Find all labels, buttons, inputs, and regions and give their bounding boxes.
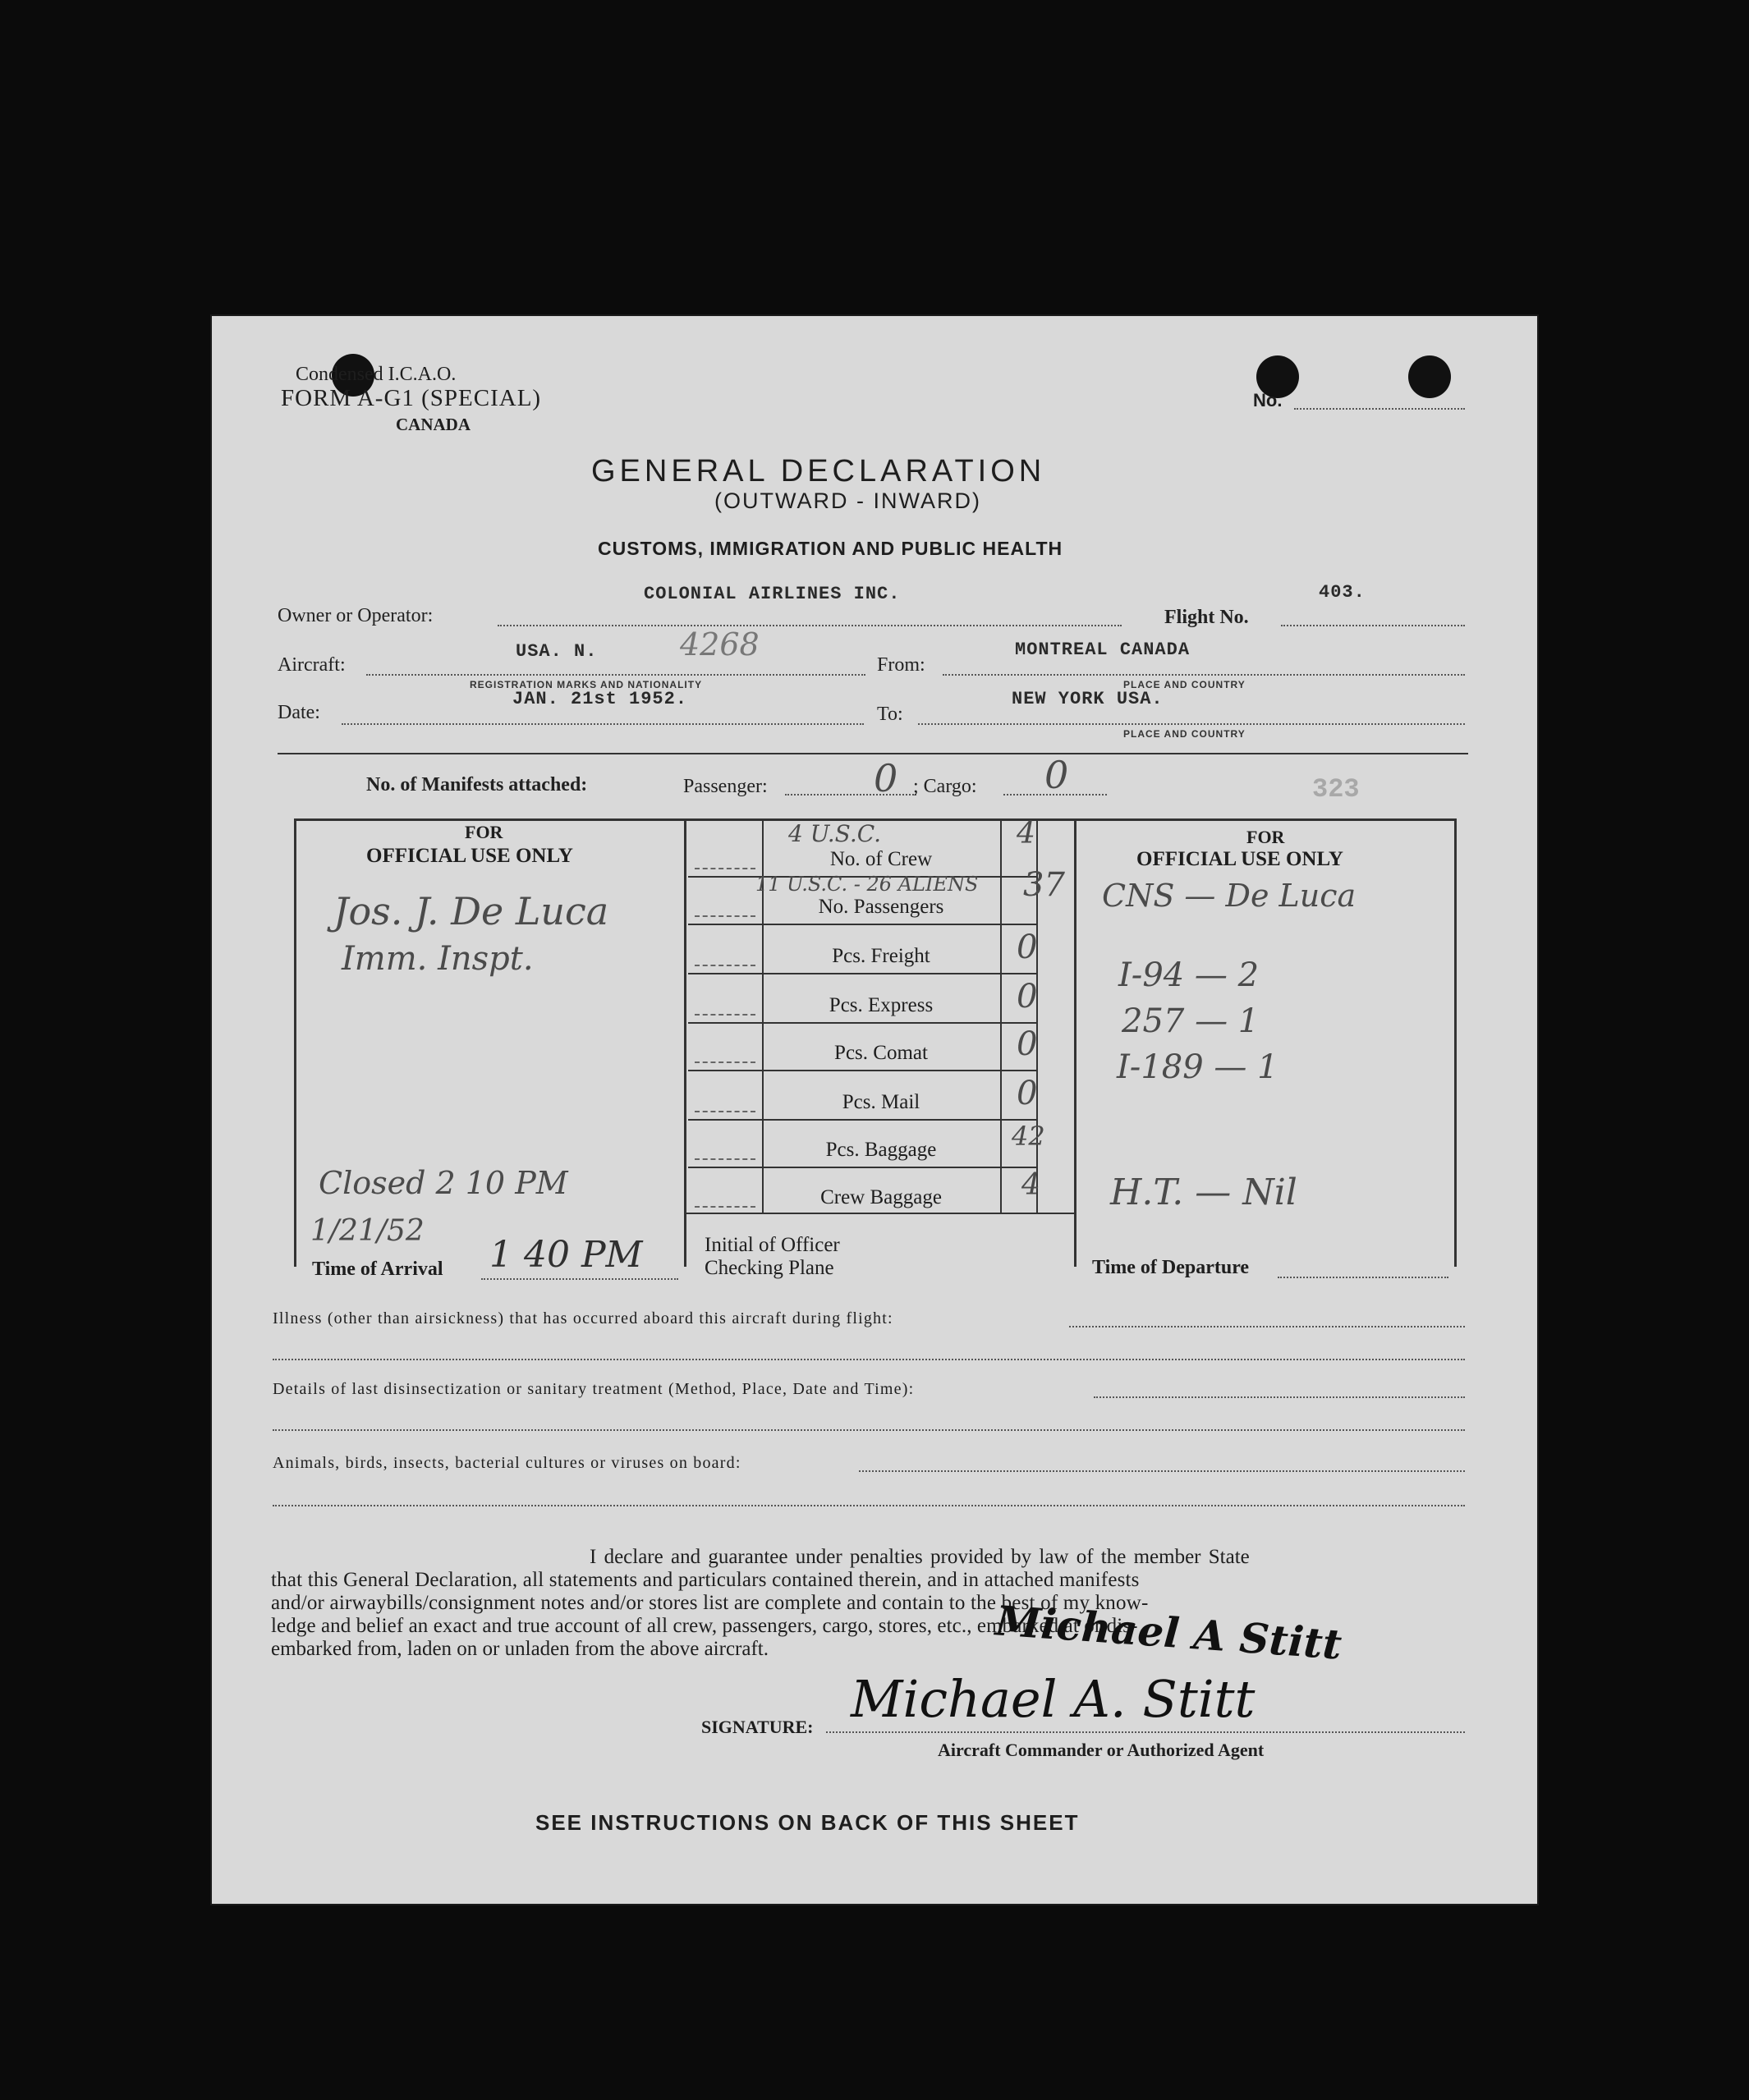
form-line-1: Condensed I.C.A.O. — [296, 364, 457, 385]
row-label-crew-baggage: Crew Baggage — [820, 1186, 942, 1208]
punch-hole — [1408, 355, 1451, 398]
animals-field-line2[interactable] — [273, 1505, 1465, 1506]
right-note-handwritten: CNS — De Luca — [1102, 878, 1357, 914]
row-separator — [688, 924, 1036, 925]
row-separator — [688, 1022, 1036, 1024]
right-note-handwritten: 257 — 1 — [1122, 1002, 1260, 1040]
row-separator — [688, 973, 1036, 974]
aircraft-field[interactable] — [366, 674, 865, 676]
commander-caption: Aircraft Commander or Authorized Agent — [938, 1740, 1265, 1760]
row-label-freight: Pcs. Freight — [832, 945, 930, 967]
row-stub-field[interactable] — [695, 915, 755, 917]
crew-note-handwritten: 4 U.S.C. — [788, 820, 882, 847]
aircraft-value: USA. N. — [516, 641, 598, 662]
cargo-manifest-label: ; Cargo: — [913, 776, 977, 797]
footer-instructions: SEE INSTRUCTIONS ON BACK OF THIS SHEET — [535, 1810, 1080, 1835]
checking-plane-label: Checking Plane — [705, 1257, 834, 1279]
declaration-form-sheet — [210, 314, 1539, 1905]
comat-value-handwritten: 0 — [1017, 1025, 1038, 1063]
row-stub-field[interactable] — [695, 965, 755, 966]
arrival-time-label: Time of Arrival — [312, 1259, 443, 1280]
table-inner-right — [1000, 818, 1002, 1213]
animals-label: Animals, birds, insects, bacterial cultures or viruses on board: — [273, 1454, 741, 1472]
aircraft-label: Aircraft: — [278, 654, 346, 676]
right-official-label: OFFICIAL USE ONLY — [1136, 848, 1343, 870]
signature-field[interactable] — [826, 1731, 1465, 1733]
row-label-mail: Pcs. Mail — [842, 1091, 920, 1113]
declaration-line: embarked from, laden on or unladen from the above aircraft. — [271, 1638, 769, 1660]
to-field[interactable] — [918, 723, 1465, 725]
section-divider — [278, 753, 1468, 754]
signature-handwritten: Michael A. Stitt — [851, 1669, 1256, 1729]
declaration-line: I declare and guarantee under penalties provided by law of the member State — [590, 1546, 1250, 1568]
to-label: To: — [877, 704, 903, 725]
row-label-comat: Pcs. Comat — [834, 1042, 928, 1064]
table-left-border — [294, 818, 296, 1267]
crew-value-handwritten: 4 — [1017, 817, 1035, 851]
declaration-line: ledge and belief an exact and true account of all crew, passengers, cargo, stores, etc., embarked at or dis- — [271, 1615, 1138, 1637]
disinsectization-field[interactable] — [1094, 1396, 1465, 1398]
passenger-manifest-value: 0 — [874, 756, 898, 800]
number-label: No. — [1253, 390, 1283, 410]
row-label-express: Pcs. Express — [829, 994, 934, 1016]
disinsectization-field-line2[interactable] — [273, 1429, 1465, 1431]
freight-value-handwritten: 0 — [1017, 928, 1038, 966]
animals-field[interactable] — [859, 1470, 1465, 1472]
left-for-label: FOR — [465, 822, 503, 842]
flight-value: 403. — [1319, 582, 1366, 603]
passengers-value-handwritten: 37 — [1023, 866, 1065, 904]
row-separator — [688, 1167, 1036, 1168]
passengers-note-handwritten: 11 U.S.C. - 26 ALIENS — [755, 873, 979, 896]
row-stub-field[interactable] — [695, 1206, 755, 1208]
flight-label: Flight No. — [1164, 607, 1249, 628]
row-stub-field[interactable] — [695, 1158, 755, 1160]
owner-value: COLONIAL AIRLINES INC. — [644, 584, 901, 604]
signature-scrawl: Michael A Stitt — [994, 1596, 1343, 1669]
date-field[interactable] — [342, 723, 864, 725]
initial-officer-label: Initial of Officer — [705, 1234, 840, 1256]
arrival-date-handwritten: 1/21/52 — [310, 1214, 425, 1248]
passenger-manifest-label: Passenger: — [683, 776, 768, 797]
row-separator — [688, 1119, 1036, 1121]
table-right-border — [1454, 818, 1457, 1267]
departure-time-label: Time of Departure — [1092, 1257, 1250, 1278]
illness-field-line2[interactable] — [273, 1359, 1465, 1360]
row-stub-field[interactable] — [695, 1111, 755, 1112]
cargo-manifest-value: 0 — [1044, 753, 1069, 797]
row-label-passengers: No. Passengers — [818, 896, 944, 918]
page-subtitle: (OUTWARD - INWARD) — [714, 488, 981, 513]
registration-caption: REGISTRATION MARKS AND NATIONALITY — [470, 679, 703, 690]
from-value: MONTREAL CANADA — [1015, 640, 1191, 660]
mail-value-handwritten: 0 — [1017, 1075, 1038, 1112]
signature-label: SIGNATURE: — [701, 1717, 814, 1737]
owner-label: Owner or Operator: — [278, 605, 434, 626]
officer-name-handwritten: Jos. J. De Luca — [333, 889, 609, 933]
to-value: NEW YORK USA. — [1012, 689, 1164, 709]
form-line-3: CANADA — [396, 415, 471, 434]
declaration-line: and/or airwaybills/consignment notes and/or stores list are complete and contain to the best of my know- — [271, 1592, 1149, 1614]
table-center-bottom — [684, 1213, 1075, 1214]
flight-field[interactable] — [1281, 625, 1465, 626]
disinsectization-label: Details of last disinsectization or sanitary treatment (Method, Place, Date and Time): — [273, 1380, 915, 1398]
page-title: GENERAL DECLARATION — [591, 454, 1046, 488]
arrival-time-field[interactable] — [481, 1278, 678, 1280]
declaration-line: that this General Declaration, all statements and particulars contained therein, and in attached manifests — [271, 1569, 1140, 1591]
officer-title-handwritten: Imm. Inspt. — [342, 940, 534, 978]
closed-time-handwritten: Closed 2 10 PM — [319, 1165, 568, 1201]
place-caption-from: PLACE AND COUNTRY — [1123, 679, 1246, 690]
express-value-handwritten: 0 — [1017, 978, 1038, 1016]
row-stub-field[interactable] — [695, 1014, 755, 1016]
manifests-label: No. of Manifests attached: — [366, 774, 588, 796]
owner-field[interactable] — [498, 625, 1122, 626]
from-label: From: — [877, 654, 925, 676]
aircraft-handwritten: 4268 — [680, 626, 760, 663]
date-value: JAN. 21st 1952. — [512, 689, 688, 709]
illness-label: Illness (other than airsickness) that has occurred aboard this aircraft during flight: — [273, 1309, 893, 1327]
row-stub-field[interactable] — [695, 1061, 755, 1063]
crew-baggage-value-handwritten: 4 — [1021, 1168, 1040, 1202]
departure-time-field[interactable] — [1278, 1277, 1448, 1278]
right-for-label: FOR — [1246, 827, 1285, 847]
row-label-baggage: Pcs. Baggage — [825, 1139, 937, 1161]
stamp-number: 323 — [1312, 774, 1360, 805]
row-label-crew: No. of Crew — [829, 848, 933, 870]
row-separator — [688, 1070, 1036, 1071]
baggage-value-handwritten: 42 — [1012, 1121, 1045, 1152]
right-note-handwritten: I-94 — 2 — [1118, 956, 1260, 994]
left-official-label: OFFICIAL USE ONLY — [366, 845, 573, 867]
date-label: Date: — [278, 702, 320, 723]
place-caption-to: PLACE AND COUNTRY — [1123, 728, 1246, 740]
from-field[interactable] — [943, 674, 1465, 676]
arrival-time-handwritten: 1 40 PM — [489, 1234, 643, 1276]
right-note-handwritten: H.T. — Nil — [1110, 1172, 1297, 1213]
form-line-2: FORM A-G1 (SPECIAL) — [281, 385, 542, 411]
table-divider-right — [1074, 818, 1076, 1267]
department-heading: CUSTOMS, IMMIGRATION AND PUBLIC HEALTH — [598, 538, 1063, 559]
illness-field[interactable] — [1069, 1326, 1465, 1327]
right-note-handwritten: I-189 — 1 — [1117, 1048, 1278, 1086]
number-field[interactable] — [1294, 408, 1465, 410]
row-stub-field[interactable] — [695, 868, 755, 869]
table-divider-left — [684, 818, 686, 1267]
